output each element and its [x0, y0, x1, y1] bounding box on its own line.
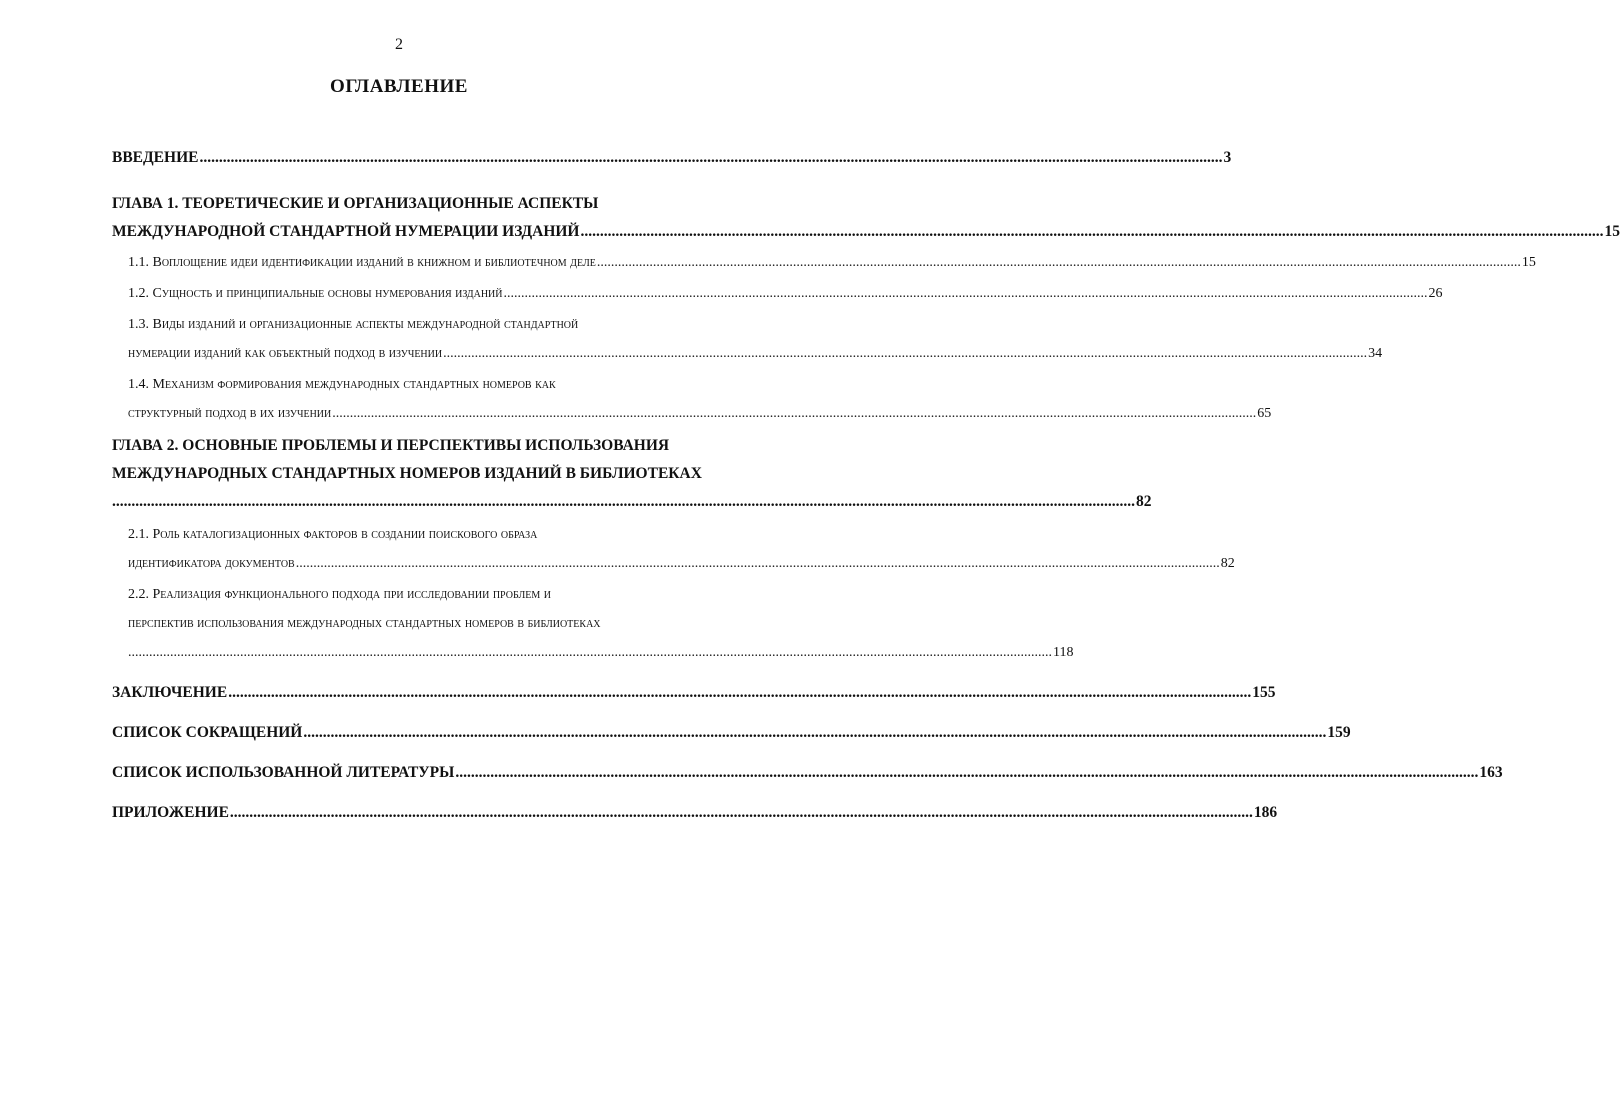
toc-entry-title: ПРИЛОЖЕНИЕ [112, 804, 229, 821]
toc-entry-section-1-1[interactable] [128, 248, 1536, 277]
toc-entry-section-2-1[interactable] [128, 520, 1235, 578]
dot-leader [455, 759, 1478, 787]
toc-entry-title-cont: МЕЖДУНАРОДНЫХ СТАНДАРТНЫХ НОМЕРОВ ИЗДАНИЙ В БИБЛИОТЕКАХ [112, 465, 702, 482]
dot-leader [296, 549, 1220, 578]
toc-entry-title: ГЛАВА 1. ТЕОРЕТИЧЕСКИЕ И ОРГАНИЗАЦИОННЫЕ АСПЕКТЫ [112, 195, 599, 212]
dot-leader [230, 799, 1253, 827]
dot-leader [128, 638, 1052, 667]
toc-entry-bibliography[interactable] [112, 759, 1503, 787]
toc-entry-title-cont: перспектив использования международных стандартных номеров в библиотеках [128, 616, 601, 631]
toc-entry-title: 1.4. Механизм формирования международных стандартных номеров как [128, 377, 556, 392]
toc-entry-title: 1.3. Виды изданий и организационные аспекты международной стандартной [128, 317, 579, 332]
toc-page-number: 155 [1252, 684, 1276, 701]
toc-entry-title: СПИСОК ИСПОЛЬЗОВАННОЙ ЛИТЕРАТУРЫ [112, 764, 455, 781]
toc-page-number: 186 [1253, 804, 1278, 821]
toc-page-number: 118 [1053, 645, 1074, 660]
toc-entry-title: 1.2. Сущность и принципиальные основы нумерования изданий [128, 286, 503, 301]
toc-entry-section-1-4[interactable] [128, 370, 1272, 428]
toc-entry-chapter-1[interactable] [112, 190, 1620, 246]
toc-entry-title: СПИСОК СОКРАЩЕНИЙ [112, 724, 303, 741]
toc-page-number: 15 [1521, 255, 1536, 270]
toc-entry-title: 2.2. Реализация функционального подхода при исследовании проблем и [128, 587, 551, 602]
dot-leader [581, 218, 1604, 246]
toc-entry-chapter-2[interactable] [112, 432, 1152, 516]
dot-leader [443, 339, 1367, 368]
toc-page-number: 82 [1220, 556, 1235, 571]
toc-page-number: 3 [1223, 149, 1232, 166]
dot-leader [597, 248, 1521, 277]
toc-entry-title-cont: идентификатора документов [128, 556, 295, 571]
toc-page-number: 26 [1428, 286, 1443, 301]
toc-page-number: 163 [1479, 764, 1503, 781]
toc-entry-title-cont: структурный подход в их изучении [128, 406, 332, 421]
toc-page-number: 34 [1368, 346, 1383, 361]
toc-entry-title: 2.1. Роль каталогизационных факторов в создании поискового образа [128, 527, 538, 542]
page-title: ОГЛАВЛЕНИЕ [330, 76, 468, 97]
toc-page-number: 82 [1136, 493, 1152, 510]
toc-entry-title-cont: МЕЖДУНАРОДНОЙ СТАНДАРТНОЙ НУМЕРАЦИИ ИЗДАНИЙ [112, 223, 580, 240]
dot-leader [112, 488, 1135, 516]
toc-entry-section-2-2[interactable] [128, 580, 1074, 667]
dot-leader [199, 144, 1222, 172]
toc-entry-abbreviations[interactable] [112, 719, 1351, 747]
toc-entry-title: ВВЕДЕНИЕ [112, 149, 199, 166]
toc-page-number: 159 [1327, 724, 1351, 741]
dot-leader [503, 279, 1427, 308]
toc-entry-title: ЗАКЛЮЧЕНИЕ [112, 684, 228, 701]
toc-entry-section-1-2[interactable] [128, 279, 1443, 308]
dot-leader [228, 679, 1251, 707]
toc-entry-section-1-3[interactable] [128, 310, 1383, 368]
page-number: 2 [395, 36, 403, 53]
toc-page-number: 65 [1257, 406, 1272, 421]
table-of-contents [112, 144, 1620, 827]
toc-entry-intro[interactable] [112, 144, 1232, 172]
toc-entry-conclusion[interactable] [112, 679, 1276, 707]
toc-entry-title: 1.1. Воплощение идеи идентификации изданий в книжном и библиотечном деле [128, 255, 596, 270]
toc-page-number: 15 [1604, 223, 1620, 240]
dot-leader [332, 399, 1256, 428]
toc-entry-title: ГЛАВА 2. ОСНОВНЫЕ ПРОБЛЕМЫ И ПЕРСПЕКТИВЫ ИСПОЛЬЗОВАНИЯ [112, 437, 670, 454]
toc-entry-title-cont: нумерации изданий как объектный подход в изучении [128, 346, 443, 361]
dot-leader [303, 719, 1326, 747]
toc-entry-appendix[interactable] [112, 799, 1278, 827]
